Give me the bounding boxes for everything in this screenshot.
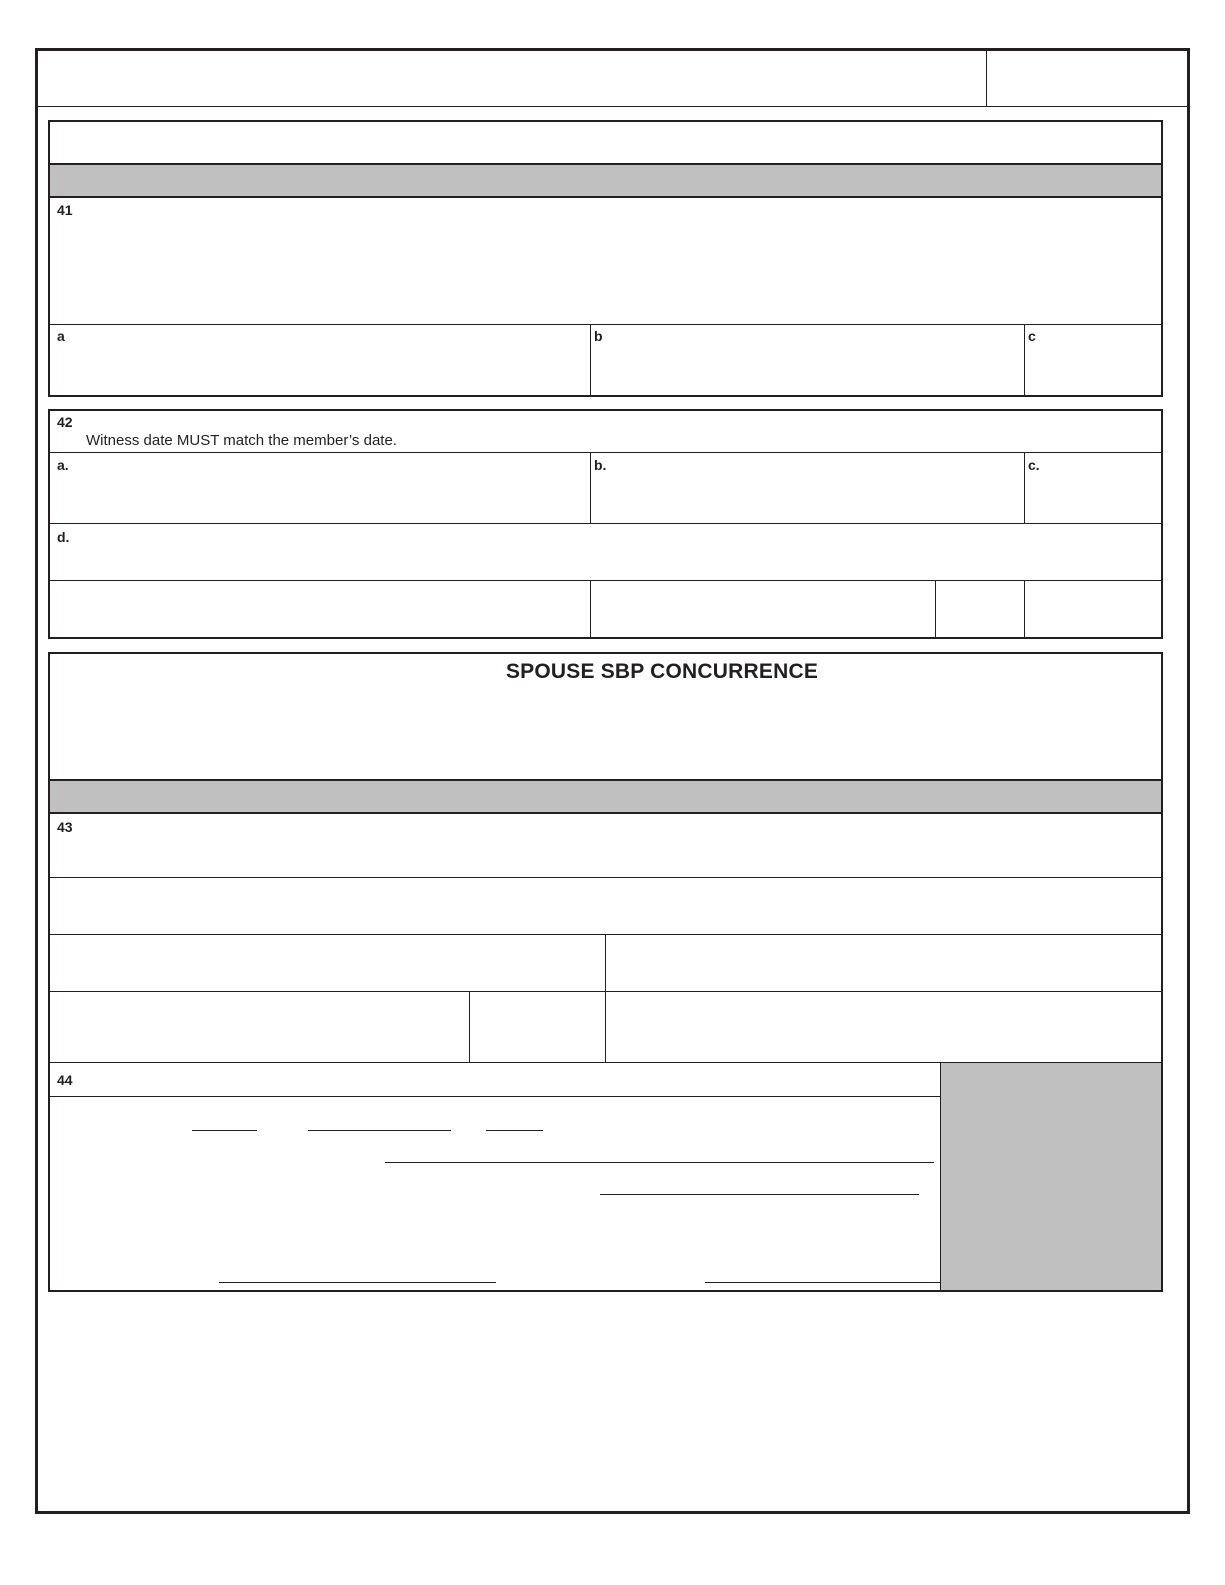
- notary-county-blank[interactable]: [600, 1194, 919, 1195]
- divider: [50, 877, 1161, 878]
- divider: [50, 1096, 940, 1097]
- spouse-date-field[interactable]: [608, 936, 1159, 990]
- member-name-field[interactable]: [593, 346, 1022, 393]
- witness-address-field[interactable]: [52, 546, 1158, 579]
- notary-signature-blank[interactable]: [219, 1282, 496, 1283]
- divider: [590, 324, 591, 395]
- divider: [50, 452, 1161, 453]
- item-41-number: 41: [57, 202, 73, 218]
- item-41c-label: c: [1028, 328, 1036, 344]
- item-41a-label: a: [57, 328, 65, 344]
- divider: [469, 991, 470, 1062]
- notary-seal-area: [941, 1063, 1161, 1290]
- member-signature-field[interactable]: [52, 346, 588, 393]
- item-44-number: 44: [57, 1072, 73, 1088]
- item-42-number: 42: [57, 414, 73, 430]
- notary-month-blank[interactable]: [308, 1130, 451, 1131]
- witness-signature-field[interactable]: [52, 474, 588, 521]
- form-id-area: [988, 52, 1186, 105]
- item-43-statement: [80, 816, 1158, 876]
- header-right-divider: [986, 51, 987, 107]
- divider: [50, 580, 1161, 581]
- section-heading-area: [50, 122, 1161, 163]
- member-date-field[interactable]: [1027, 346, 1159, 393]
- item-41b-label: b: [594, 328, 603, 344]
- spouse-phone-field[interactable]: [608, 993, 1159, 1060]
- item-42c-label: c.: [1028, 457, 1040, 473]
- divider: [590, 580, 591, 637]
- divider: [50, 324, 1161, 325]
- witness-date-note: Witness date MUST match the member’s date.: [86, 432, 397, 449]
- item-43-number: 43: [57, 819, 73, 835]
- item-42a-label: a.: [57, 457, 69, 473]
- notary-day-blank[interactable]: [192, 1130, 257, 1131]
- divider: [50, 523, 1161, 524]
- witness-date-field[interactable]: [1027, 474, 1159, 521]
- form-title-area: [40, 52, 984, 105]
- shaded-heading-band: [50, 781, 1161, 812]
- divider: [590, 452, 591, 523]
- spouse-address-field[interactable]: [52, 993, 467, 1060]
- item-42d-label: d.: [57, 529, 70, 545]
- page-footer-area: [40, 1300, 1186, 1508]
- spouse-concurrence-instructions: [52, 690, 1158, 776]
- divider: [935, 580, 936, 637]
- divider: [1024, 580, 1025, 637]
- spouse-concurrence-title: SPOUSE SBP CONCURRENCE: [505, 660, 819, 683]
- divider: [1024, 324, 1025, 395]
- notary-commission-expires-blank[interactable]: [705, 1282, 940, 1283]
- header-divider: [38, 106, 1187, 107]
- item-42b-label: b.: [594, 457, 607, 473]
- witness-zip-field[interactable]: [1027, 583, 1159, 635]
- divider: [50, 196, 1161, 198]
- spouse-zip-field[interactable]: [472, 993, 603, 1060]
- witness-name-field[interactable]: [593, 474, 1022, 521]
- divider: [50, 991, 1161, 992]
- notary-appeared-name-blank[interactable]: [385, 1162, 934, 1163]
- spouse-name-field[interactable]: [52, 936, 603, 990]
- spouse-signature-field[interactable]: [52, 879, 1158, 933]
- shaded-heading-band: [50, 165, 1161, 196]
- divider: [1024, 452, 1025, 523]
- witness-city-field[interactable]: [52, 583, 588, 635]
- notary-year-blank[interactable]: [486, 1130, 543, 1131]
- divider: [50, 812, 1161, 814]
- divider: [605, 934, 606, 1062]
- witness-county-field[interactable]: [593, 583, 933, 635]
- witness-state-field[interactable]: [938, 583, 1022, 635]
- item-41-statement: [80, 200, 1158, 322]
